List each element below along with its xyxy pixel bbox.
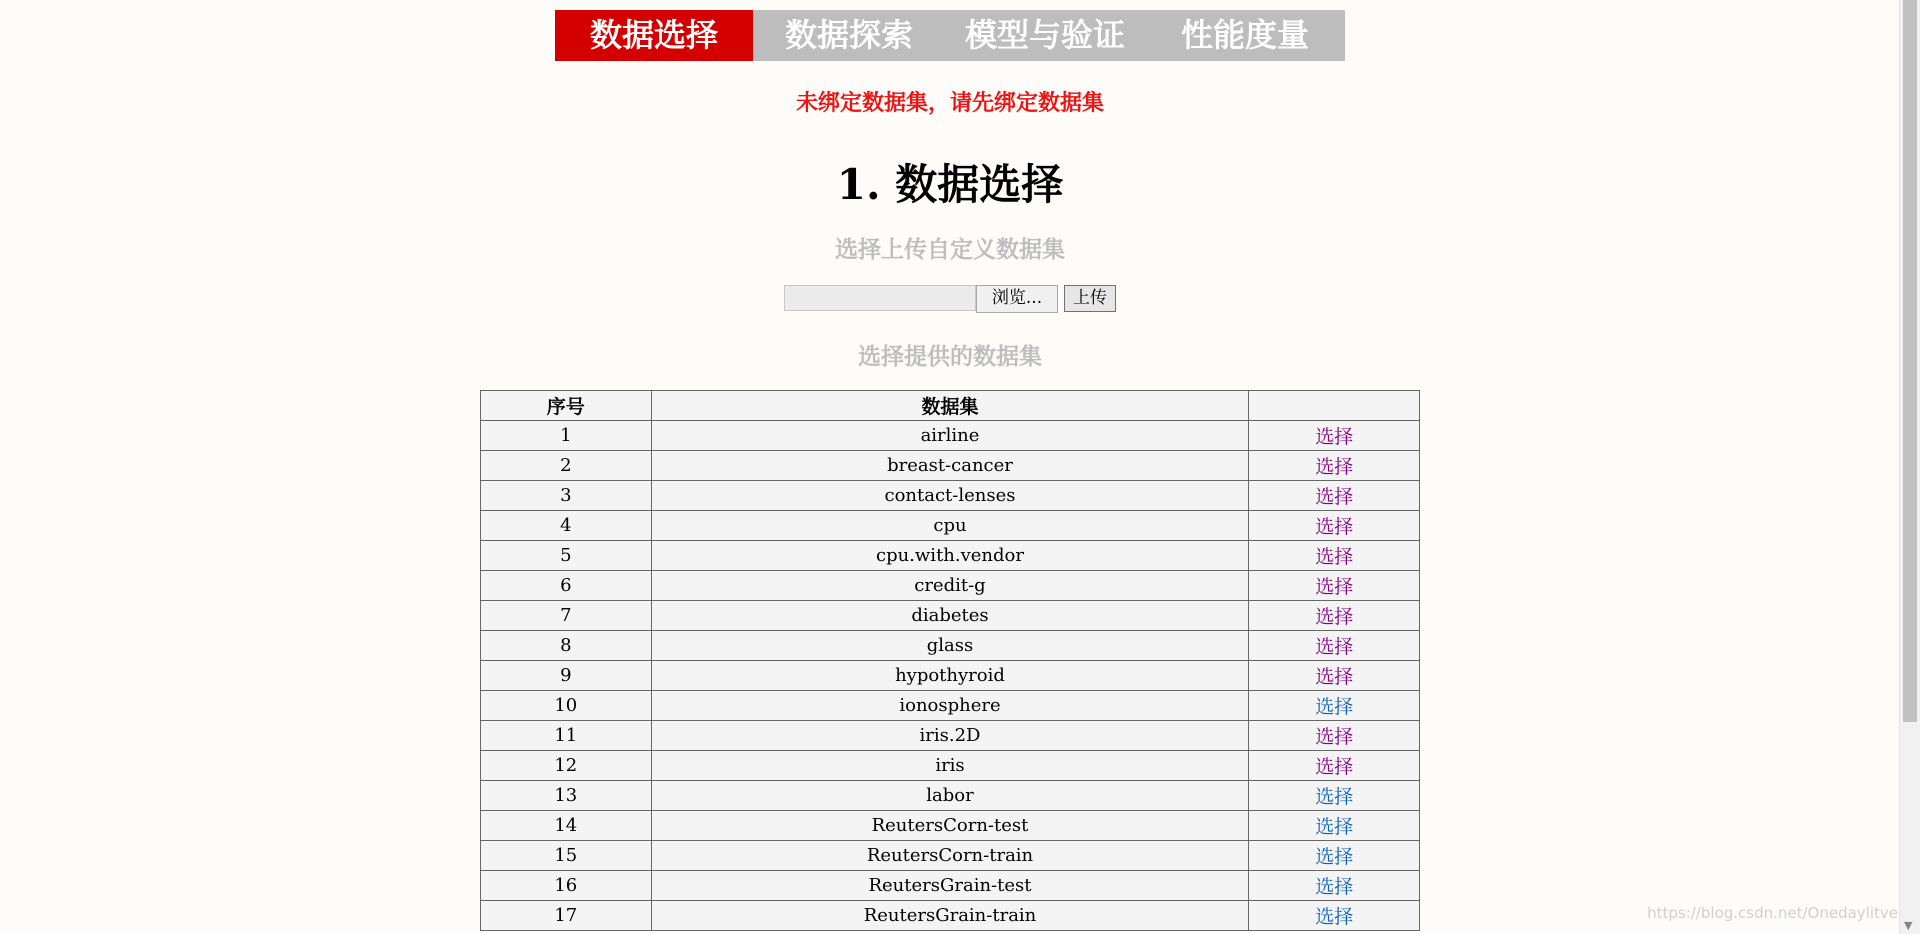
row-index: 7 — [481, 601, 652, 631]
table-row — [481, 661, 1420, 691]
table-row — [481, 841, 1420, 871]
select-dataset-link[interactable]: 选择 — [1315, 636, 1354, 658]
row-action-cell — [1249, 451, 1420, 481]
table-row — [481, 901, 1420, 931]
dataset-name: ReutersGrain-test — [651, 871, 1249, 901]
upload-section-heading: 选择上传自定义数据集 — [835, 237, 1065, 263]
select-dataset-link[interactable]: 选择 — [1315, 546, 1354, 568]
select-dataset-link[interactable]: 选择 — [1315, 666, 1354, 688]
table-row — [481, 691, 1420, 721]
row-action-cell — [1249, 811, 1420, 841]
row-index: 15 — [481, 841, 652, 871]
page-title: 1. 数据选择 — [836, 160, 1064, 209]
provided-section-heading: 选择提供的数据集 — [858, 344, 1042, 370]
row-index: 14 — [481, 811, 652, 841]
row-action-cell — [1249, 571, 1420, 601]
dataset-name: breast-cancer — [651, 451, 1249, 481]
select-dataset-link[interactable]: 选择 — [1315, 816, 1354, 838]
select-dataset-link[interactable]: 选择 — [1315, 456, 1354, 478]
watermark: https://blog.csdn.net/Onedaylitve — [1647, 904, 1898, 922]
row-index: 1 — [481, 421, 652, 451]
table-row — [481, 601, 1420, 631]
row-action-cell — [1249, 781, 1420, 811]
table-header-row — [481, 391, 1420, 421]
select-dataset-link[interactable]: 选择 — [1315, 696, 1354, 718]
table-row — [481, 481, 1420, 511]
upload-form — [784, 285, 1116, 312]
dataset-name: hypothyroid — [651, 661, 1249, 691]
scroll-down-arrow-icon[interactable]: ▼ — [1904, 919, 1913, 932]
dataset-name: cpu — [651, 511, 1249, 541]
dataset-name: contact-lenses — [651, 481, 1249, 511]
row-index: 9 — [481, 661, 652, 691]
row-action-cell — [1249, 661, 1420, 691]
row-index: 10 — [481, 691, 652, 721]
table-row — [481, 631, 1420, 661]
table-row — [481, 721, 1420, 751]
top-nav — [555, 10, 1345, 61]
select-dataset-link[interactable]: 选择 — [1315, 516, 1354, 538]
row-index: 16 — [481, 871, 652, 901]
row-action-cell — [1249, 721, 1420, 751]
row-action-cell — [1249, 841, 1420, 871]
file-path-input[interactable] — [784, 285, 976, 311]
select-dataset-link[interactable]: 选择 — [1315, 576, 1354, 598]
vertical-scrollbar[interactable] — [1899, 0, 1920, 934]
table-row — [481, 751, 1420, 781]
select-dataset-link[interactable]: 选择 — [1315, 486, 1354, 508]
table-row — [481, 421, 1420, 451]
row-index: 2 — [481, 451, 652, 481]
select-dataset-link[interactable]: 选择 — [1315, 786, 1354, 808]
table-row — [481, 541, 1420, 571]
table-row — [481, 871, 1420, 901]
table-row — [481, 451, 1420, 481]
row-action-cell — [1249, 541, 1420, 571]
dataset-name: cpu.with.vendor — [651, 541, 1249, 571]
browse-button[interactable]: 浏览... — [976, 285, 1058, 313]
column-header-action — [1249, 391, 1420, 421]
dataset-table — [480, 390, 1420, 931]
row-index: 13 — [481, 781, 652, 811]
row-action-cell — [1249, 601, 1420, 631]
row-action-cell — [1249, 631, 1420, 661]
scrollbar-thumb[interactable] — [1903, 0, 1917, 722]
select-dataset-link[interactable]: 选择 — [1315, 606, 1354, 628]
select-dataset-link[interactable]: 选择 — [1315, 876, 1354, 898]
dataset-name: glass — [651, 631, 1249, 661]
table-row — [481, 571, 1420, 601]
tab-data-selection[interactable]: 数据选择 — [555, 10, 753, 61]
row-index: 5 — [481, 541, 652, 571]
column-header-index: 序号 — [481, 391, 652, 421]
select-dataset-link[interactable]: 选择 — [1315, 726, 1354, 748]
dataset-name: iris.2D — [651, 721, 1249, 751]
row-action-cell — [1249, 481, 1420, 511]
row-action-cell — [1249, 511, 1420, 541]
upload-button[interactable]: 上传 — [1064, 285, 1116, 312]
select-dataset-link[interactable]: 选择 — [1315, 846, 1354, 868]
dataset-name: ionosphere — [651, 691, 1249, 721]
tab-data-exploration[interactable]: 数据探索 — [784, 16, 913, 54]
table-row — [481, 781, 1420, 811]
select-dataset-link[interactable]: 选择 — [1315, 426, 1354, 448]
row-index: 6 — [481, 571, 652, 601]
row-index: 3 — [481, 481, 652, 511]
dataset-name: ReutersCorn-train — [651, 841, 1249, 871]
row-index: 4 — [481, 511, 652, 541]
row-action-cell — [1249, 421, 1420, 451]
dataset-name: iris — [651, 751, 1249, 781]
row-action-cell — [1249, 751, 1420, 781]
table-row — [481, 811, 1420, 841]
row-action-cell — [1249, 871, 1420, 901]
select-dataset-link[interactable]: 选择 — [1315, 906, 1354, 928]
dataset-name: labor — [651, 781, 1249, 811]
row-action-cell — [1249, 901, 1420, 931]
select-dataset-link[interactable]: 选择 — [1315, 756, 1354, 778]
dataset-name: credit-g — [651, 571, 1249, 601]
row-index: 17 — [481, 901, 652, 931]
row-index: 12 — [481, 751, 652, 781]
row-action-cell — [1249, 691, 1420, 721]
dataset-name: airline — [651, 421, 1249, 451]
column-header-dataset: 数据集 — [651, 391, 1249, 421]
tab-model-validation[interactable]: 模型与验证 — [964, 16, 1125, 54]
unbound-dataset-warning: 未绑定数据集，请先绑定数据集 — [795, 91, 1104, 116]
table-row — [481, 511, 1420, 541]
dataset-name: ReutersCorn-test — [651, 811, 1249, 841]
row-index: 8 — [481, 631, 652, 661]
dataset-name: ReutersGrain-train — [651, 901, 1249, 931]
row-index: 11 — [481, 721, 652, 751]
table-body — [481, 421, 1420, 931]
dataset-name: diabetes — [651, 601, 1249, 631]
tab-performance-metrics[interactable]: 性能度量 — [1180, 16, 1309, 54]
